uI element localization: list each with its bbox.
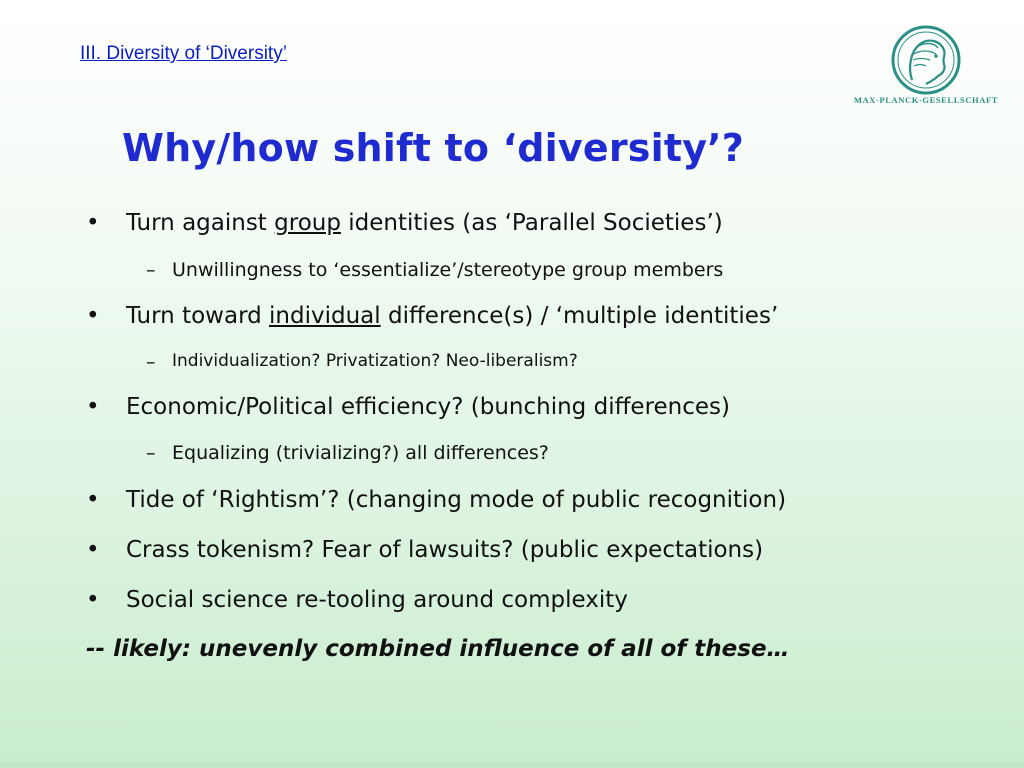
conclusion-line: -- likely: unevenly combined influence of all of these… [86, 636, 790, 662]
bullet-text: Turn against group identities (as ‘Parallel Societies’) [126, 210, 723, 236]
bullet-icon: • [86, 537, 100, 563]
section-link[interactable]: III. Diversity of ‘Diversity’ [80, 43, 287, 64]
slide-title: Why/how shift to ‘diversity’? [122, 126, 745, 170]
bullet-text: Turn toward individual difference(s) / ‘multiple identities’ [126, 303, 779, 329]
bullet-text: Tide of ‘Rightism’? (changing mode of public recognition) [126, 487, 787, 513]
bullet-icon: • [86, 487, 100, 513]
bullet-icon: • [86, 587, 100, 613]
logo-caption: MAX-PLANCK-GESELLSCHAFT [853, 95, 999, 105]
sub-bullet-text: Unwillingness to ‘essentialize’/stereotype group members [172, 259, 724, 281]
sub-bullet-text: Individualization? Privatization? Neo-liberalism? [172, 351, 578, 371]
dash-icon: – [146, 442, 156, 464]
bullet-icon: • [86, 394, 100, 420]
dash-icon: – [146, 351, 156, 373]
bullet-text: Crass tokenism? Fear of lawsuits? (public expectations) [126, 537, 764, 563]
sub-bullet-text: Equalizing (trivializing?) all differences? [172, 442, 549, 464]
bullet-text: Economic/Political efficiency? (bunching differences) [126, 394, 731, 420]
bullet-text: Social science re-tooling around complexity [126, 587, 628, 613]
bullet-icon: • [86, 303, 100, 329]
bottom-band [0, 762, 1024, 768]
bullet-icon: • [86, 210, 100, 236]
dash-icon: – [146, 259, 156, 281]
